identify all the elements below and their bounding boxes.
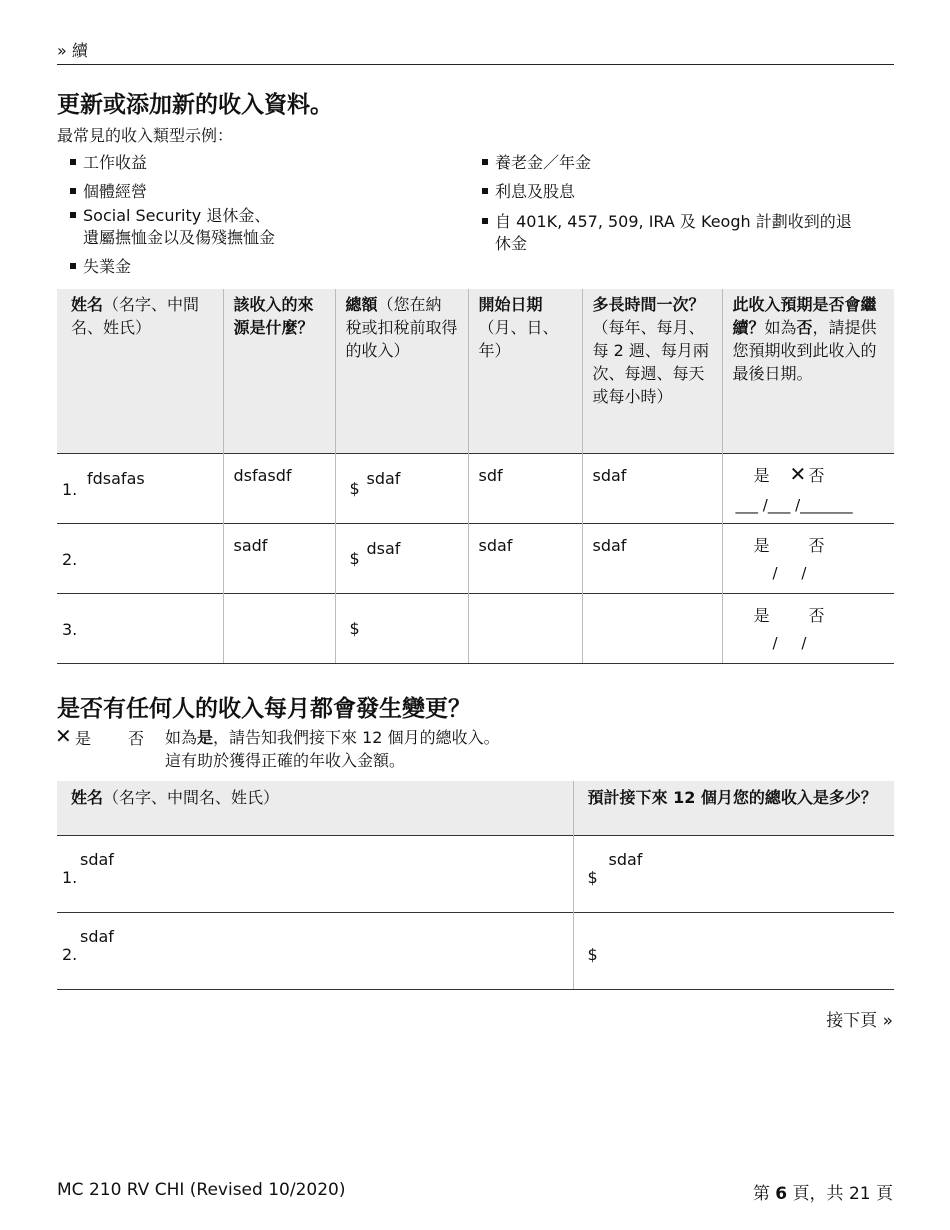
source-cell[interactable]: sadf <box>223 523 335 593</box>
yes-option[interactable]: 是 <box>753 465 770 485</box>
name-cell[interactable]: 3. <box>57 593 223 663</box>
form-id: MC 210 RV CHI (Revised 10/2020) <box>57 1180 346 1200</box>
name-cell[interactable]: 1. sdaf <box>57 835 573 912</box>
header-source: 該收入的來源是什麼？ <box>223 289 335 453</box>
section-title: 更新或添加新的收入資料。 <box>57 92 333 118</box>
change-table-header <box>57 781 894 835</box>
table-row <box>57 453 894 523</box>
bullet-item: 利息及股息 <box>482 181 575 203</box>
no-option[interactable]: 否 <box>128 729 145 748</box>
no-option[interactable]: 否 <box>808 535 825 555</box>
continued-label: » 續 <box>57 41 88 60</box>
frequency-cell[interactable]: sdaf <box>582 453 722 523</box>
no-option[interactable]: 否 <box>808 605 825 625</box>
check-mark-icon: ✕ <box>55 724 72 748</box>
last-date-field[interactable]: ___ /___ /_______ <box>735 495 853 514</box>
change-note: 如為是，請告知我們接下來 12 個月的總收入。 這有助於獲得正確的年收入金額。 <box>165 728 500 770</box>
header-name: 姓名（名字、中間名、姓氏） <box>57 289 223 453</box>
header-total: 預計接下來 12 個月您的總收入是多少？ <box>573 781 894 835</box>
name-cell[interactable]: 1. fdsafas <box>57 453 223 523</box>
continue-cell[interactable] <box>722 593 894 663</box>
bullet-item: 個體經營 <box>70 181 147 203</box>
header-name: 姓名（名字、中間名、姓氏） <box>57 781 573 835</box>
name-cell[interactable]: 2. sdaf <box>57 912 573 989</box>
table-row <box>57 835 894 912</box>
table-row <box>57 523 894 593</box>
continue-cell[interactable] <box>722 523 894 593</box>
table-row <box>57 593 894 663</box>
section2-title: 是否有任何人的收入每月都會發生變更？ <box>57 696 471 722</box>
amount-cell[interactable]: $ sdaf <box>335 453 468 523</box>
amount-cell[interactable]: $ <box>335 593 468 663</box>
yes-option[interactable]: 是 <box>75 729 92 748</box>
bullet-item: 自 401K, 457, 509, IRA 及 Keogh 計劃收到的退 休金 <box>482 211 852 255</box>
amount-cell[interactable]: $ <box>573 912 894 989</box>
next-page-label: 接下頁 » <box>826 1011 893 1031</box>
start-date-cell[interactable] <box>468 593 582 663</box>
check-mark-icon: ✕ <box>789 461 807 486</box>
header-continue: 此收入預期是否會繼續？如為否，請提供您預期收到此收入的最後日期。 <box>722 289 894 453</box>
yes-option[interactable]: 是 <box>753 605 770 625</box>
page-number: 第 6 頁，共 21 頁 <box>752 1184 893 1204</box>
last-date-field[interactable]: / / <box>772 633 807 652</box>
start-date-cell[interactable]: sdaf <box>468 523 582 593</box>
source-cell[interactable] <box>223 593 335 663</box>
no-option[interactable]: 否 <box>808 465 825 485</box>
header-frequency: 多長時間一次？（每年、每月、每 2 週、每月兩次、每週、每天或每小時） <box>582 289 722 453</box>
amount-cell[interactable]: $ sdaf <box>573 835 894 912</box>
header-amount: 總額（您在納稅或扣稅前取得的收入） <box>335 289 468 453</box>
section-subtitle: 最常見的收入類型示例： <box>57 126 234 145</box>
bullet-item: Social Security 退休金、 遺屬撫恤金以及傷殘撫恤金 <box>70 205 275 249</box>
bullet-item: 養老金／年金 <box>482 152 591 174</box>
bullet-item: 工作收益 <box>70 152 147 174</box>
source-cell[interactable]: dsfasdf <box>223 453 335 523</box>
last-date-field[interactable]: / / <box>772 563 807 582</box>
income-table-header <box>57 289 894 453</box>
start-date-cell[interactable]: sdf <box>468 453 582 523</box>
bullet-item: 失業金 <box>70 256 131 278</box>
header-start-date: 開始日期（月、日、年） <box>468 289 582 453</box>
table-row <box>57 912 894 989</box>
income-table <box>57 289 894 664</box>
name-cell[interactable]: 2. <box>57 523 223 593</box>
frequency-cell[interactable]: sdaf <box>582 523 722 593</box>
frequency-cell[interactable] <box>582 593 722 663</box>
yes-option[interactable]: 是 <box>753 535 770 555</box>
continue-cell[interactable] <box>722 453 894 523</box>
amount-cell[interactable]: $ dsaf <box>335 523 468 593</box>
header-rule <box>57 64 894 65</box>
change-table <box>57 781 894 990</box>
